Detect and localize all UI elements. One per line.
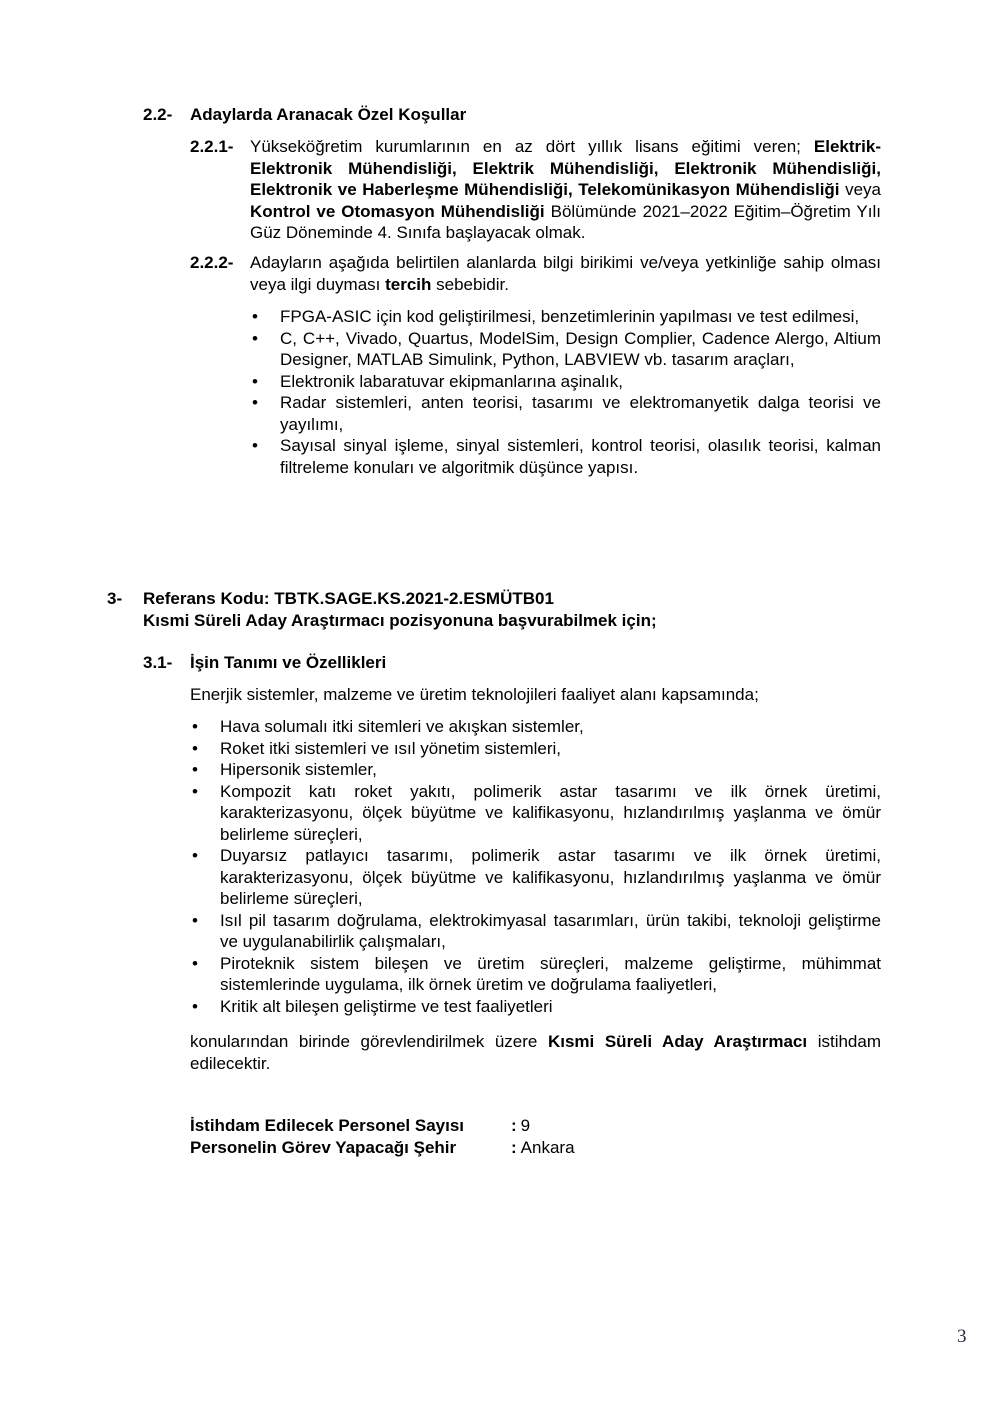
list-item-text: Hipersonik sistemler,: [220, 760, 377, 779]
list-item: [192, 953, 881, 996]
bullet-icon: •: [192, 738, 198, 758]
item-number: 2.2.1-: [190, 137, 234, 156]
item-2-2-2: [190, 252, 881, 295]
text-run: sebebidir.: [431, 274, 509, 294]
text-run-bold: Kontrol ve Otomasyon Mühendisliği: [250, 201, 545, 221]
list-item-text: Sayısal sinyal işleme, sinyal sistemleri, kontrol teorisi, olasılık teorisi, kalman filtreleme konuları ve algoritmik düşünce yapısı.: [280, 436, 881, 477]
list-item-text: Duyarsız patlayıcı tasarımı, polimerik astar tasarımı ve ilk örnek üretimi, karakterizasyonu, ölçek büyütme ve kalifikasyonu, hızlandırılmış yaşlanma ve ömür belirleme süreçleri,: [220, 846, 881, 908]
section-number: 2.2-: [143, 105, 173, 124]
bullet-icon: •: [192, 760, 198, 779]
list-item-text: FPGA-ASIC için kod geliştirilmesi, benzetimlerinin yapılması ve test edilmesi,: [280, 307, 860, 326]
list-item-text: Roket itki sistemleri ve ısıl yönetim sistemleri,: [220, 738, 562, 758]
info-label: İstihdam Edilecek Personel Sayısı: [190, 1116, 465, 1135]
list-item: [252, 392, 881, 435]
text-run: Yükseköğretim kurumlarının en az dört yıllık lisans eğitimi veren;: [250, 137, 814, 156]
info-row-city: [190, 1137, 575, 1159]
list-item: [252, 306, 881, 328]
info-separator: :: [511, 1137, 517, 1157]
item-2-2-2-text: [250, 252, 881, 295]
bullet-icon: •: [192, 846, 198, 865]
text-run: Bölümünde 2021–2022 Eğitim–Öğretim Yılı Güz Döneminde 4. Sınıfa başlayacak olmak.: [250, 201, 881, 242]
section-number: 3-: [107, 589, 123, 608]
section-3-1-heading: [143, 652, 386, 674]
text-run-bold: tercih: [385, 274, 432, 294]
reference-code: Referans Kodu: TBTK.SAGE.KS.2021-2.ESMÜTB01: [143, 589, 554, 608]
list-item: [252, 328, 881, 371]
text-run: konularından birinde görevlendirilmek üzere: [190, 1032, 548, 1051]
section-3-1-closing: [190, 1031, 881, 1074]
item-2-2-1: [190, 136, 881, 244]
bullet-icon: •: [252, 307, 258, 326]
page-number: 3: [957, 1326, 967, 1347]
bullet-icon: •: [192, 953, 198, 973]
work-areas-list: [192, 716, 881, 1017]
bullet-icon: •: [192, 717, 198, 736]
list-item: [252, 435, 881, 478]
info-value: Ankara: [520, 1137, 575, 1157]
bullet-icon: •: [252, 371, 258, 391]
text-run: Adayların aşağıda belirtilen alanlarda bilgi birikimi ve/veya yetkinliğe sahip olması veya ilgi duyması: [250, 253, 881, 294]
list-item-text: C, C++, Vivado, Quartus, ModelSim, Design Complier, Cadence Alergo, Altium Designer, MATLAB Simulink, Python, LABVIEW vb. tasarım araçları,: [280, 328, 881, 369]
list-item: [192, 759, 881, 781]
text-run: veya: [839, 180, 881, 199]
info-row-personnel-count: [190, 1115, 575, 1137]
preferred-skills-list: [252, 306, 881, 478]
list-item-text: Elektronik labaratuvar ekipmanlarına aşinalık,: [280, 371, 624, 391]
list-item-text: Isıl pil tasarım doğrulama, elektrokimyasal tasarımları, ürün takibi, teknoloji geliştirme ve uygulanabilirlik çalışmaları,: [220, 910, 881, 951]
list-item: [192, 996, 881, 1018]
bullet-icon: •: [192, 781, 198, 801]
position-title: Kısmi Süreli Aday Araştırmacı pozisyonuna başvurabilmek için;: [143, 610, 657, 630]
section-3-title-block: [143, 588, 657, 631]
text-run: istihdam edilecektir.: [190, 1032, 881, 1073]
list-item-text: Kritik alt bileşen geliştirme ve test faaliyetleri: [220, 996, 553, 1016]
info-label: Personelin Görev Yapacağı Şehir: [190, 1137, 457, 1157]
text-run-bold: Kısmi Süreli Aday Araştırmacı: [547, 1032, 808, 1051]
list-item: [192, 716, 881, 738]
list-item: [252, 371, 881, 393]
list-item-text: Piroteknik sistem bileşen ve üretim süreçleri, malzeme geliştirme, mühimmat sistemlerinde uygulama, ilk örnek üretim ve doğrulama faaliyetleri,: [220, 953, 881, 994]
bullet-icon: •: [252, 328, 258, 348]
list-item: [192, 845, 881, 910]
section-number: 3.1-: [143, 653, 173, 672]
bullet-icon: •: [252, 393, 258, 412]
bullet-icon: •: [252, 436, 258, 455]
list-item-text: Radar sistemleri, anten teorisi, tasarımı ve elektromanyetik dalga teorisi ve yayılımı,: [280, 393, 881, 434]
section-title: İşin Tanımı ve Özellikleri: [190, 653, 387, 672]
info-value: 9: [520, 1116, 531, 1135]
position-info: [190, 1115, 575, 1158]
info-separator: :: [511, 1116, 517, 1135]
bullet-icon: •: [192, 996, 198, 1016]
section-3-1-intro: Enerjik sistemler, malzeme ve üretim teknolojileri faaliyet alanı kapsamında;: [190, 685, 759, 704]
list-item: [192, 781, 881, 846]
item-2-2-1-text: [250, 136, 881, 244]
section-title: Adaylarda Aranacak Özel Koşullar: [190, 105, 467, 124]
item-number: 2.2.2-: [190, 253, 234, 272]
section-2-2-heading: [143, 104, 466, 126]
text-run-bold: Elektrik-Elektronik Mühendisliği, Elektrik Mühendisliği, Elektronik Mühendisliği, Elektronik ve Haberleşme Mühendisliği, Telekomünikasyon Mühendisliği: [250, 137, 881, 199]
list-item-text: Kompozit katı roket yakıtı, polimerik astar tasarımı ve ilk örnek üretimi, karakterizasyonu, ölçek büyütme ve kalifikasyonu, hızlandırılmış yaşlanma ve ömür belirleme süreçleri,: [220, 781, 881, 844]
section-3-heading: [107, 588, 657, 631]
list-item: [192, 738, 881, 760]
bullet-icon: •: [192, 910, 198, 930]
list-item-text: Hava solumalı itki sitemleri ve akışkan sistemler,: [220, 717, 584, 736]
list-item: [192, 910, 881, 953]
